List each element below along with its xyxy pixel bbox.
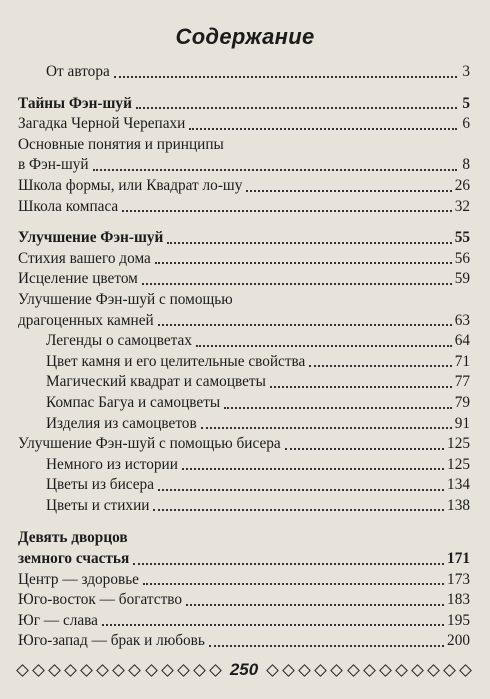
toc-entry bbox=[18, 590, 470, 611]
dot-leader bbox=[246, 189, 451, 192]
toc-section-heading bbox=[18, 549, 470, 570]
diamond-ornament-icon bbox=[443, 664, 456, 677]
page-number: 250 bbox=[229, 660, 259, 679]
toc-page-number: 56 bbox=[454, 249, 470, 267]
diamond-ornament-icon bbox=[193, 664, 206, 677]
diamond-ornament-icon bbox=[16, 664, 29, 677]
dot-leader bbox=[114, 75, 457, 78]
toc-entry-title: Центр — здоровье bbox=[18, 570, 139, 588]
toc-page-number: 26 bbox=[454, 176, 470, 194]
toc-entry-title: Магический квадрат и самоцветы bbox=[46, 373, 266, 391]
toc-entry bbox=[18, 331, 470, 352]
toc-page-number: 8 bbox=[462, 156, 470, 174]
toc-page-number: 171 bbox=[447, 550, 470, 568]
toc-entry-title: Улучшение Фэн-шуй bbox=[18, 229, 164, 247]
dot-leader bbox=[133, 562, 444, 565]
diamond-ornament-icon bbox=[315, 664, 328, 677]
dot-leader bbox=[102, 623, 444, 626]
toc-entry bbox=[18, 496, 470, 517]
toc-page-number: 200 bbox=[447, 632, 470, 650]
toc-page-number: 195 bbox=[447, 611, 470, 629]
toc-entry-title: Тайны Фэн-шуй bbox=[18, 94, 132, 112]
toc-page-number: 63 bbox=[454, 311, 470, 329]
diamond-ornament-icon bbox=[64, 664, 77, 677]
ornament-left bbox=[18, 664, 220, 676]
dot-leader bbox=[153, 508, 444, 511]
toc-entry bbox=[18, 176, 470, 197]
toc-entry bbox=[18, 62, 470, 83]
diamond-ornament-icon bbox=[161, 664, 174, 677]
toc-entry bbox=[18, 269, 470, 290]
toc-entry-title: Школа формы, или Квадрат ло-шу bbox=[18, 176, 243, 194]
toc-entry bbox=[18, 197, 470, 218]
toc-entry bbox=[18, 475, 470, 496]
toc-page-number: 183 bbox=[447, 591, 470, 609]
toc-entry bbox=[18, 393, 470, 414]
diamond-ornament-icon bbox=[395, 664, 408, 677]
toc-entry bbox=[18, 114, 470, 135]
diamond-ornament-icon bbox=[298, 664, 311, 677]
toc-page-number: 91 bbox=[454, 414, 470, 432]
toc-page-number: 71 bbox=[454, 352, 470, 370]
dot-leader bbox=[182, 467, 444, 470]
toc-page-number: 173 bbox=[447, 570, 470, 588]
toc-section-heading bbox=[18, 228, 470, 249]
toc-page-number: 77 bbox=[454, 373, 470, 391]
toc-page-number: 3 bbox=[462, 63, 470, 80]
toc-entry bbox=[18, 249, 470, 270]
dot-leader bbox=[158, 488, 444, 491]
dot-leader bbox=[136, 106, 457, 109]
diamond-ornament-icon bbox=[32, 664, 45, 677]
dot-leader bbox=[167, 241, 451, 244]
toc-entry bbox=[18, 631, 470, 652]
diamond-ornament-icon bbox=[363, 664, 376, 677]
dot-leader bbox=[270, 385, 452, 388]
dot-leader bbox=[209, 644, 444, 647]
diamond-ornament-icon bbox=[96, 664, 109, 677]
toc-entry bbox=[18, 455, 470, 476]
toc-entry bbox=[18, 311, 470, 332]
dot-leader bbox=[224, 406, 452, 409]
diamond-ornament-icon bbox=[113, 664, 126, 677]
toc-entry bbox=[18, 434, 470, 455]
dot-leader bbox=[158, 323, 452, 326]
dot-leader bbox=[285, 447, 444, 450]
toc-entry-line: Улучшение Фэн-шуй с помощью bbox=[18, 290, 233, 308]
toc-entry bbox=[18, 352, 470, 373]
toc-entry-title: Юго-восток — богатство bbox=[18, 591, 183, 609]
dot-leader bbox=[186, 603, 444, 606]
diamond-ornament-icon bbox=[145, 664, 158, 677]
toc-entry-title: Легенды о самоцветах bbox=[46, 332, 192, 350]
diamond-ornament-icon bbox=[282, 664, 295, 677]
toc-entry bbox=[18, 570, 470, 591]
diamond-ornament-icon bbox=[459, 664, 472, 677]
toc-entry-title: Изделия из самоцветов bbox=[46, 414, 197, 432]
dot-leader bbox=[142, 282, 452, 285]
toc-page-number: 5 bbox=[462, 94, 470, 112]
dot-leader bbox=[201, 426, 452, 429]
diamond-ornament-icon bbox=[427, 664, 440, 677]
toc-page-number: 134 bbox=[447, 476, 470, 494]
dot-leader bbox=[122, 209, 451, 212]
page-title: Содержание bbox=[175, 24, 315, 49]
ornament-right bbox=[268, 664, 470, 676]
toc-entry-line: Девять дворцов bbox=[18, 529, 128, 547]
toc-entry-line: Основные понятия и принципы bbox=[18, 135, 224, 153]
toc-entry bbox=[18, 372, 470, 393]
diamond-ornament-icon bbox=[129, 664, 142, 677]
toc-entry-title: Компас Багуа и самоцветы bbox=[46, 393, 221, 411]
toc-page-number: 125 bbox=[447, 455, 470, 473]
diamond-ornament-icon bbox=[347, 664, 360, 677]
dot-leader bbox=[309, 364, 451, 367]
toc-entry-title: Школа компаса bbox=[18, 197, 119, 215]
toc-entry-title: земного счастья bbox=[18, 550, 130, 568]
toc-page-number: 125 bbox=[447, 435, 470, 453]
diamond-ornament-icon bbox=[411, 664, 424, 677]
toc-entry bbox=[18, 611, 470, 632]
diamond-ornament-icon bbox=[379, 664, 392, 677]
dot-leader bbox=[189, 127, 457, 130]
page-footer bbox=[18, 660, 470, 680]
toc-entry-title: в Фэн-шуй bbox=[18, 156, 89, 174]
toc-entry-title: Юг — слава bbox=[18, 611, 98, 629]
toc-section-heading bbox=[18, 94, 470, 115]
section-gap bbox=[18, 83, 470, 94]
toc-entry-title: Улучшение Фэн-шуй с помощью бисера bbox=[18, 435, 281, 453]
toc-entry-title: Цветы и стихии bbox=[46, 496, 150, 514]
toc-entry-title: Цвет камня и его целительные свойства bbox=[46, 352, 306, 370]
toc-entry-title: Исцеление цветом bbox=[18, 270, 138, 288]
table-of-contents bbox=[18, 62, 470, 652]
toc-entry-title: драгоценных камней bbox=[18, 311, 154, 329]
diamond-ornament-icon bbox=[177, 664, 190, 677]
toc-page-number: 79 bbox=[454, 393, 470, 411]
dot-leader bbox=[196, 344, 452, 347]
diamond-ornament-icon bbox=[266, 664, 279, 677]
toc-page-number: 64 bbox=[454, 332, 470, 350]
diamond-ornament-icon bbox=[80, 664, 93, 677]
toc-entry bbox=[18, 155, 470, 176]
toc-entry-title: Немного из истории bbox=[46, 455, 178, 473]
dot-leader bbox=[93, 168, 457, 171]
toc-entry bbox=[18, 414, 470, 435]
section-gap bbox=[18, 217, 470, 228]
toc-page-number: 32 bbox=[454, 197, 470, 215]
toc-entry-title: Загадка Черной Черепахи bbox=[18, 115, 186, 133]
toc-page-number: 55 bbox=[454, 229, 470, 247]
toc-page-number: 138 bbox=[447, 496, 470, 514]
toc-entry-title: Цветы из бисера bbox=[46, 476, 154, 494]
toc-page-number: 59 bbox=[454, 270, 470, 288]
toc-entry-title: Стихия вашего дома bbox=[18, 249, 151, 267]
diamond-ornament-icon bbox=[331, 664, 344, 677]
diamond-ornament-icon bbox=[48, 664, 61, 677]
dot-leader bbox=[143, 582, 444, 585]
toc-page-number: 6 bbox=[462, 115, 470, 133]
section-gap bbox=[18, 516, 470, 528]
toc-entry-title: Юго-запад — брак и любовь bbox=[18, 632, 205, 650]
dot-leader bbox=[155, 261, 452, 264]
toc-entry-title: От автора bbox=[46, 63, 110, 80]
